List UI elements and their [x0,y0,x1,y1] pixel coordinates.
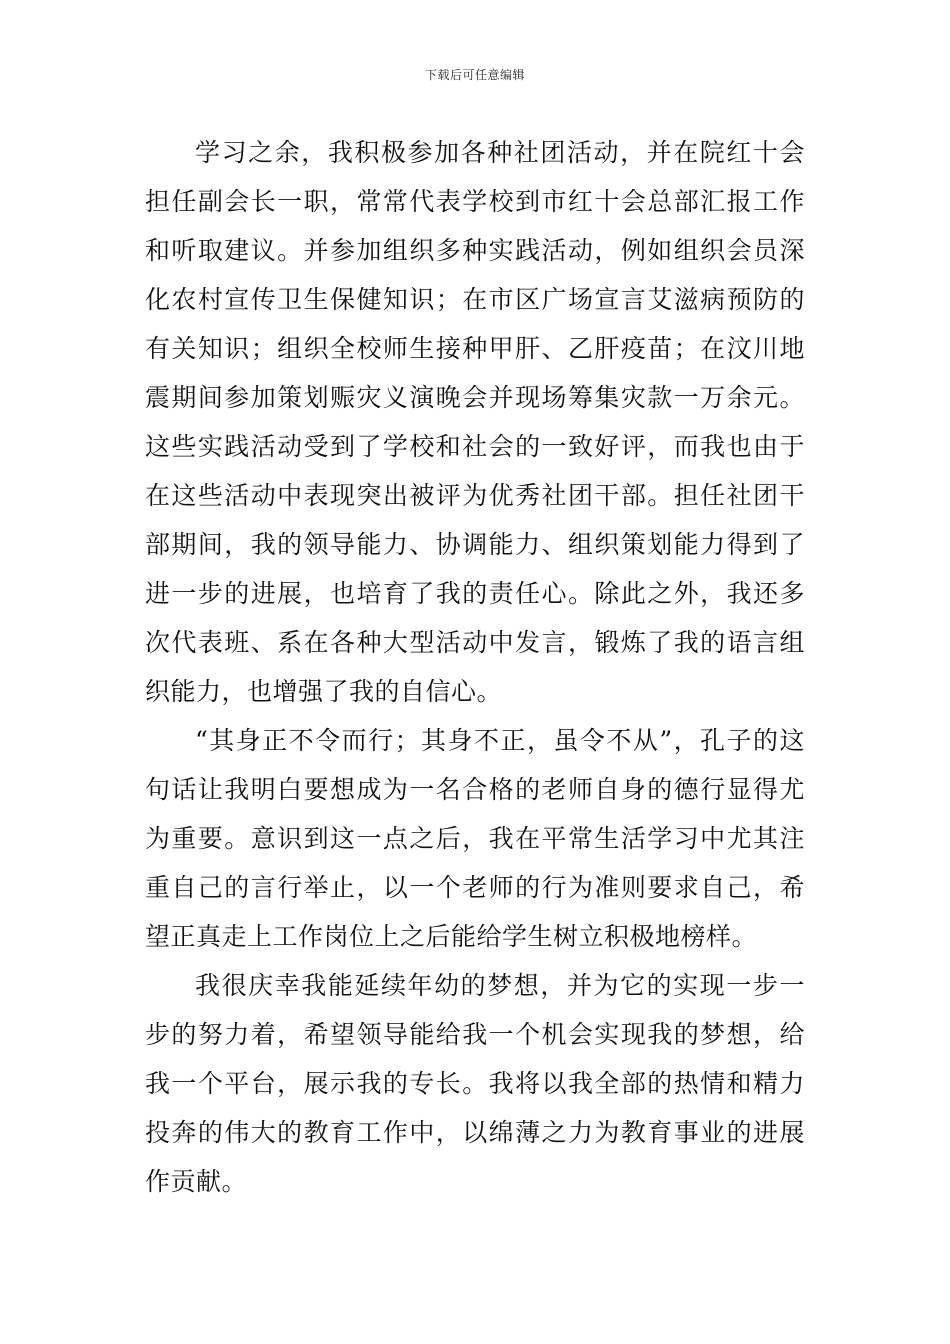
paragraph-activities: 学习之余，我积极参加各种社团活动，并在院红十会担任副会长一职，常常代表学校到市红十会总部汇报工作和听取建议。并参加组织多种实践活动，例如组织会员深化农村宣传卫生保健知识；在市区广场宣言艾滋病预防的有关知识；组织全校师生接种甲肝、乙肝疫苗；在汶川地震期间参加策划赈灾义演晚会并现场筹集灾款一万余元。这些实践活动受到了学校和社会的一致好评，而我也由于在这些活动中表现突出被评为优秀社团干部。担任社团干部期间，我的领导能力、协调能力、组织策划能力得到了进一步的进展，也培育了我的责任心。除此之外，我还多次代表班、系在各种大型活动中发言，锻炼了我的语言组织能力，也增强了我的自信心。 [145,138,805,706]
paragraph-virtue: “其身正不令而行；其身不正，虽令不从”，孔子的这句话让我明白要想成为一名合格的老师自身的德行显得尤为重要。意识到这一点之后，我在平常生活学习中尤其注重自己的言行举止，以一个老师的行为准则要求自己，希望正真走上工作岗位上之后能给学生树立积极地榜样。 [145,726,805,951]
page-header: 下载后可任意编辑 [424,68,525,82]
paragraph-dream: 我很庆幸我能延续年幼的梦想，并为它的实现一步一步的努力着，希望领导能给我一个机会实现我的梦想，给我一个平台，展示我的专长。我将以我全部的热情和精力投奔的伟大的教育工作中，以绵薄之力为教育事业的进展作贡献。 [145,971,805,1196]
document-body [145,128,805,1206]
